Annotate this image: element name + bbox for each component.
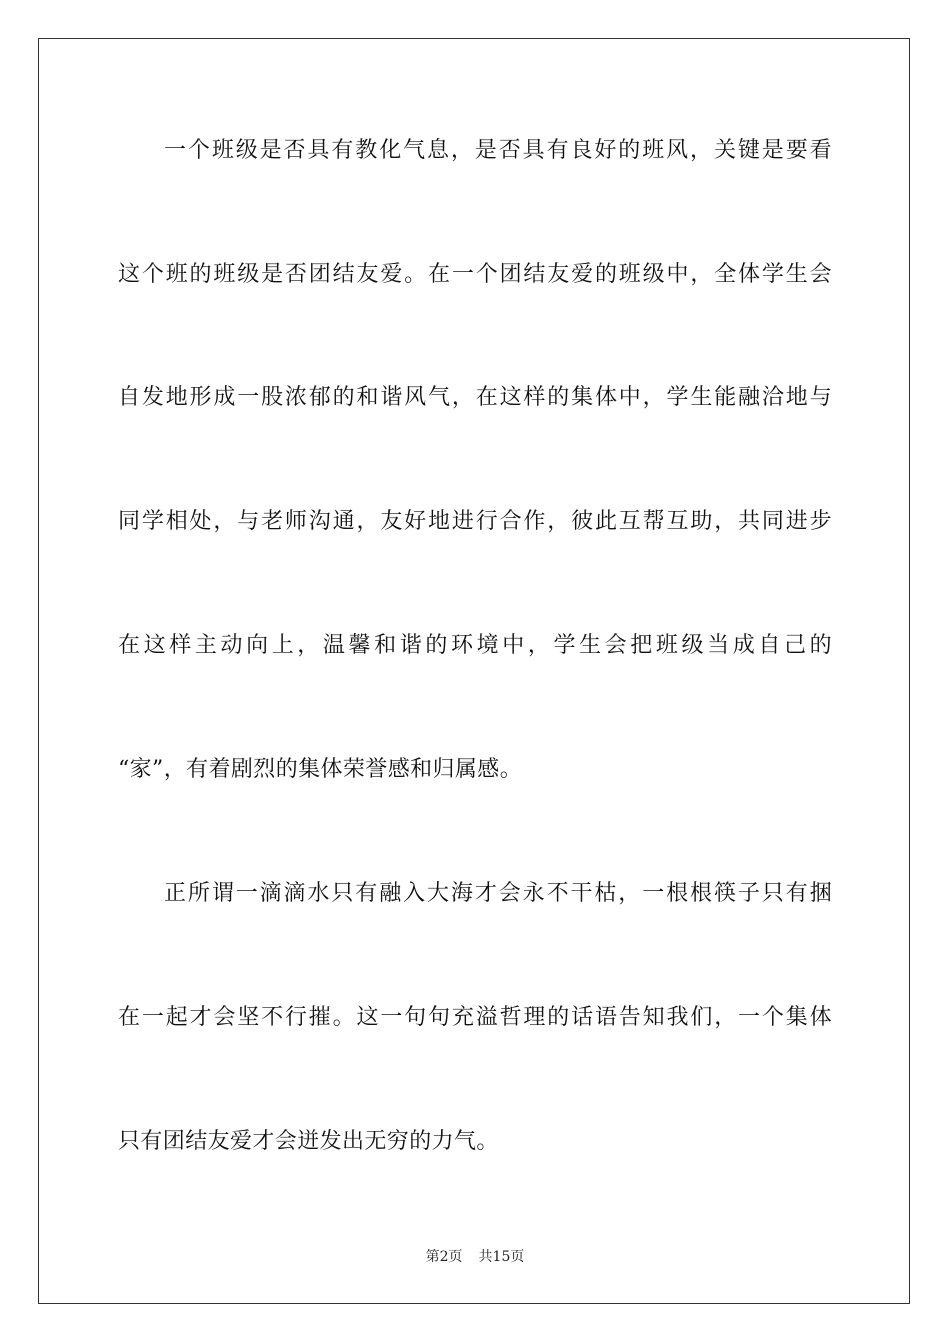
paragraph-2-line-2: 在一起才会坚不行摧。这一句句充溢哲理的话语告知我们，一个集体: [118, 1005, 832, 1030]
paragraph-1-line-2: 这个班的班级是否团结友爱。在一个团结友爱的班级中，全体学生会: [118, 262, 832, 287]
page-number: 第2页: [425, 1249, 463, 1265]
page-total: 共15页: [478, 1249, 525, 1265]
paragraph-1-line-3: 自发地形成一股浓郁的和谐风气，在这样的集体中，学生能融洽地与: [118, 385, 832, 410]
page-border: [38, 38, 910, 1304]
paragraph-1-line-6: “家”，有着剧烈的集体荣誉感和归属感。: [118, 757, 523, 782]
paragraph-1-line-4: 同学相处，与老师沟通，友好地进行合作，彼此互帮互助，共同进步: [118, 509, 832, 534]
paragraph-1-line-1: 一个班级是否具有教化气息，是否具有良好的班风，关键是要看: [164, 138, 832, 163]
page-footer: [0, 1248, 950, 1266]
paragraph-2-line-3: 只有团结友爱才会迸发出无穷的力气。: [118, 1129, 499, 1154]
paragraph-1-line-5: 在这样主动向上，温馨和谐的环境中，学生会把班级当成自己的: [118, 633, 832, 658]
paragraph-2-line-1: 正所谓一滴滴水只有融入大海才会永不干枯，一根根筷子只有捆: [164, 881, 832, 906]
